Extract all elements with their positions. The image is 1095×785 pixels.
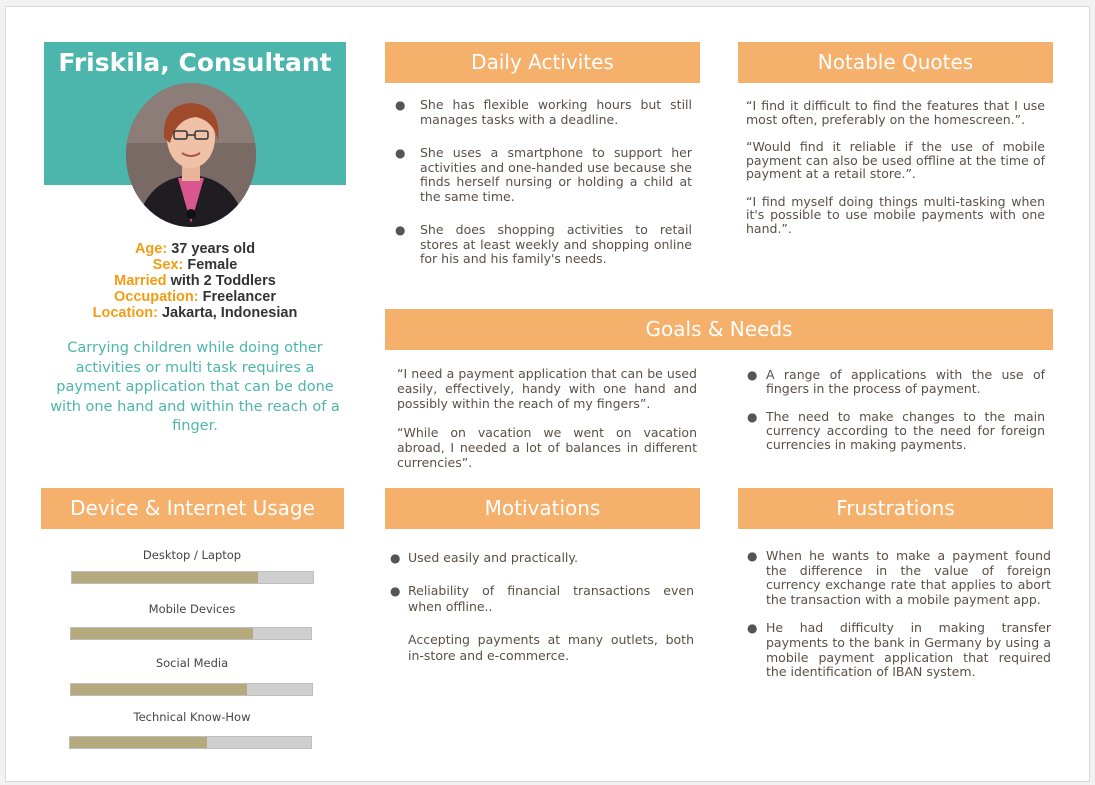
list-item: ● She uses a smartphone to support her activities and one-handed use because she finds herself nursing or holding a child at the same time.	[395, 145, 692, 204]
persona-tagline: Carrying children while doing other activities or multi task requires a payment application that can be done with one hand and within the reach of a finger.	[50, 340, 340, 435]
list-item: ● She does shopping activities to retail stores at least weekly and shopping online for his and his family's needs.	[395, 222, 692, 266]
detail-occupation: Occupation: Freelancer	[114, 289, 276, 305]
goal-quote: “I need a payment application that can be used easily, effectively, handy with one hand and possibly within the reach of my fingers”.	[397, 366, 697, 411]
goal-quote: “While on vacation we went on vacation abroad, I needed a lot of balances in different currencies”.	[397, 425, 697, 470]
bullet-icon: ●	[747, 549, 758, 563]
list-item: ● Reliability of financial transactions even when offline..	[390, 583, 694, 614]
detail-age: Age: 37 years old	[134, 241, 256, 257]
list-item: ● Used easily and practically.	[390, 550, 578, 565]
bar-label-desktop: Desktop / Laptop	[142, 548, 242, 562]
bar-track-technical	[69, 736, 312, 749]
bullet-icon: ●	[395, 98, 406, 112]
persona-name: Friskila, Consultant	[58, 48, 332, 77]
bullet-icon: ●	[395, 223, 406, 237]
bullet-icon: ●	[747, 368, 758, 382]
notable-quotes-list	[746, 99, 1045, 235]
bullet-icon: ●	[395, 146, 406, 160]
daily-activities-list	[395, 97, 692, 267]
motivations-list	[390, 550, 694, 632]
list-item: ● When he wants to make a payment found the difference in the value of foreign currency exchange rate that applies to abort the transaction with a mobile payment app.	[747, 548, 1051, 607]
bar-track-desktop	[71, 571, 314, 584]
detail-location: Location: Jakarta, Indonesian	[92, 305, 298, 321]
notable-quotes-header: Notable Quotes	[738, 42, 1053, 83]
bar-label-technical: Technical Know-How	[133, 710, 251, 724]
goals-needs-header: Goals & Needs	[385, 309, 1053, 350]
detail-sex: Sex: Female	[152, 257, 238, 273]
bar-fill-desktop	[72, 572, 258, 583]
motivation-extra: Accepting payments at many outlets, both in-store and e-commerce.	[408, 632, 694, 663]
bullet-icon: ●	[747, 621, 758, 636]
detail-married: Married with 2 Toddlers	[114, 273, 276, 289]
bar-fill-mobile	[71, 628, 253, 639]
bullet-icon: ●	[747, 410, 758, 424]
list-item: ● She has flexible working hours but still manages tasks with a deadline.	[395, 97, 692, 127]
quote-item: “I find myself doing things multi-tasking when it's possible to use mobile payments with one hand.”.	[746, 193, 1045, 236]
bar-fill-technical	[70, 737, 207, 748]
motivations-header: Motivations	[385, 488, 700, 529]
list-item: ● A range of applications with the use of fingers in the process of payment.	[747, 367, 1045, 396]
bullet-icon: ●	[390, 551, 401, 565]
goals-list	[747, 367, 1045, 452]
bar-track-social	[70, 683, 313, 696]
bar-track-mobile	[70, 627, 312, 640]
persona-details	[44, 241, 346, 321]
quote-item: “I find it difficult to find the features that I use most often, preferably on the homescreen.”.	[746, 98, 1045, 127]
list-item: ● The need to make changes to the main currency according to the need for foreign currencies in making payments.	[747, 409, 1045, 452]
frustrations-list	[747, 548, 1051, 680]
bar-fill-social	[71, 684, 247, 695]
bar-label-social: Social Media	[155, 656, 229, 670]
persona-avatar	[126, 83, 256, 227]
bullet-icon: ●	[390, 584, 401, 598]
goals-quotes	[397, 366, 697, 470]
device-usage-header: Device & Internet Usage	[41, 488, 344, 529]
bar-label-mobile: Mobile Devices	[148, 602, 236, 616]
avatar-photo-icon	[126, 83, 256, 227]
daily-activities-header: Daily Activites	[385, 42, 700, 83]
frustrations-header: Frustrations	[738, 488, 1053, 529]
quote-item: “Would find it reliable if the use of mobile payment can also be used offline at the time of payment at a retail store.”.	[746, 139, 1045, 181]
list-item: ● He had difficulty in making transfer payments to the bank in Germany by using a mobile payment application that required the identification of IBAN system.	[747, 620, 1051, 680]
